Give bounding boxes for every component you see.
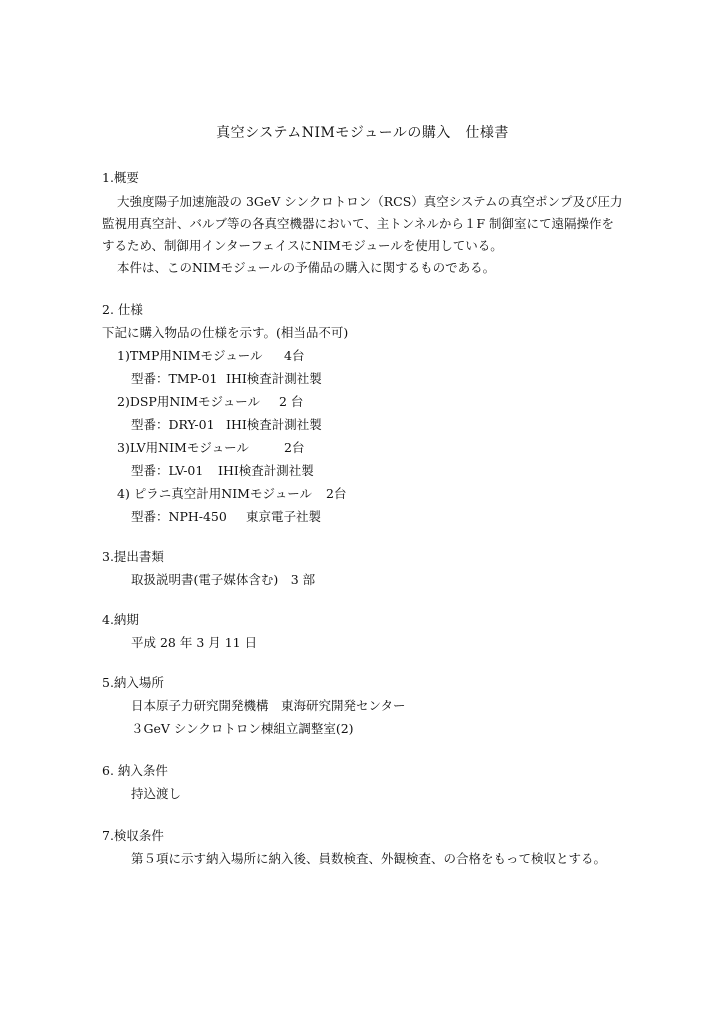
spec-item-3-qty: 2台 (284, 440, 305, 455)
spec-item-1-model: 型番：TMP-01 (131, 371, 218, 386)
spec-item-4-maker: 東京電子社製 (246, 509, 322, 524)
overview-line-1: 大強度陽子加速施設の 3GeV シンクロトロン（RCS）真空システムの真空ポンプ及び圧力 (117, 194, 623, 209)
documents-body: 取扱説明書(電子媒体含む) 3 部 (131, 572, 316, 587)
delivery-conditions-body: 持込渡し (131, 786, 182, 801)
delivery-place-line-2: ３GeV シンクロトロン棟組立調整室(2) (131, 721, 354, 736)
section-3-heading: 3.提出書類 (102, 549, 164, 564)
section-5-heading: 5.納入場所 (102, 675, 164, 690)
spec-item-3-model: 型番：LV-01 (131, 463, 204, 478)
section-4-heading: 4.納期 (102, 612, 139, 627)
spec-item-1-name: 1)TMP用NIMモジュール (117, 348, 263, 363)
document-title: 真空システムNIMモジュールの購入 仕様書 (216, 125, 509, 141)
spec-item-1-qty: 4台 (284, 348, 305, 363)
spec-item-2-name: 2)DSP用NIMモジュール (117, 394, 261, 409)
overview-line-4: 本件は、このNIMモジュールの予備品の購入に関するものである。 (117, 260, 496, 275)
section-2-heading: 2. 仕様 (102, 302, 143, 317)
spec-item-2-maker: IHI検査計測社製 (226, 417, 322, 432)
section-7-heading: 7.検収条件 (102, 828, 164, 843)
spec-intro: 下記に購入物品の仕様を示す。(相当品不可) (102, 325, 349, 340)
section-1-heading: 1.概要 (102, 170, 139, 185)
overview-line-3: するため、制御用インターフェイスにNIMモジュールを使用している。 (102, 238, 503, 253)
spec-item-4-name: 4) ピラニ真空計用NIMモジュール (117, 486, 312, 501)
spec-item-1-maker: IHI検査計測社製 (226, 371, 322, 386)
delivery-date: 平成 28 年 3 月 11 日 (131, 635, 258, 650)
section-6-heading: 6. 納入条件 (102, 763, 168, 778)
spec-item-4-qty: 2台 (326, 486, 347, 501)
spec-item-3-maker: IHI検査計測社製 (218, 463, 314, 478)
overview-line-2: 監視用真空計、バルブ等の各真空機器において、主トンネルから１F 制御室にて遠隔操作を (102, 216, 615, 231)
spec-item-2-model: 型番：DRY-01 (131, 417, 215, 432)
spec-item-2-qty: 2 台 (279, 394, 304, 409)
delivery-place-line-1: 日本原子力研究開発機構 東海研究開発センター (131, 698, 406, 713)
spec-item-4-model: 型番：NPH-450 (131, 509, 227, 524)
spec-item-3-name: 3)LV用NIMモジュール (117, 440, 249, 455)
inspection-conditions-body: 第５項に示す納入場所に納入後、員数検査、外観検査、の合格をもって検収とする。 (131, 851, 607, 866)
